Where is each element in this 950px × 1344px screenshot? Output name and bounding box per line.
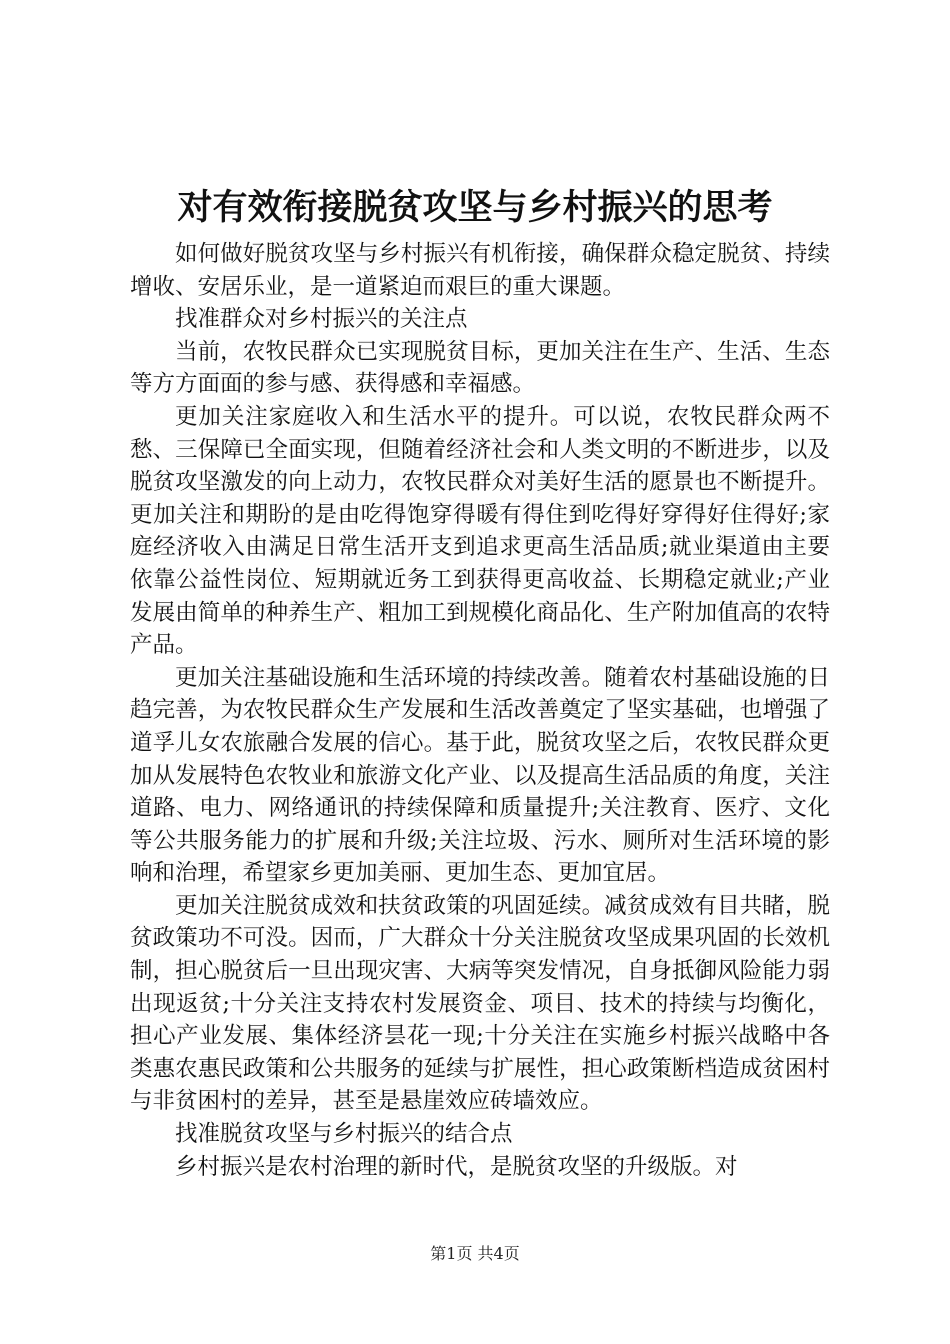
body-paragraph: 乡村振兴是农村治理的新时代，是脱贫攻坚的升级版。对: [175, 1153, 738, 1180]
page-number-footer: 第1页 共4页: [430, 1244, 520, 1263]
document-body: [130, 238, 830, 1183]
body-paragraph: 更加关注基础设施和生活环境的持续改善。随着农村基础设施的日趋完善，为农牧民群众生产发展和生活改善奠定了坚实基础，也增强了道孚儿女农旅融合发展的信心。基于此，脱贫攻坚之后，农牧民群众更加从发展特色农牧业和旅游文化产业、以及提高生活品质的角度，关注道路、电力、网络通讯的持续保障和质量提升;关注教育、医疗、文化等公共服务能力的扩展和升级;关注垃圾、污水、厕所对生活环境的影响和治理，希望家乡更加美丽、更加生态、更加宜居。: [130, 664, 830, 887]
body-paragraph: 更加关注脱贫成效和扶贫政策的巩固延续。减贫成效有目共睹，脱贫政策功不可没。因而，广大群众十分关注脱贫攻坚成果巩固的长效机制，担心脱贫后一旦出现灾害、大病等突发情况，自身抵御风险能力弱出现返贫;十分关注支持农村发展资金、项目、技术的持续与均衡化，担心产业发展、集体经济昙花一现;十分关注在实施乡村振兴战略中各类惠农惠民政策和公共服务的延续与扩展性，担心政策断档造成贫困村与非贫困村的差异，甚至是悬崖效应砖墙效应。: [130, 892, 830, 1115]
document-title: 对有效衔接脱贫攻坚与乡村振兴的思考: [177, 187, 773, 228]
intro-paragraph: 如何做好脱贫攻坚与乡村振兴有机衔接，确保群众稳定脱贫、持续增收、安居乐业，是一道紧迫而艰巨的重大课题。: [130, 241, 830, 300]
body-paragraph: 当前，农牧民群众已实现脱贫目标，更加关注在生产、生活、生态等方方面面的参与感、获得感和幸福感。: [130, 338, 830, 398]
section-heading-concerns: 找准群众对乡村振兴的关注点: [175, 306, 468, 333]
body-paragraph: 更加关注家庭收入和生活水平的提升。可以说，农牧民群众两不愁、三保障已全面实现，但随着经济社会和人类文明的不断进步，以及脱贫攻坚激发的向上动力，农牧民群众对美好生活的愿景也不断提升。更加关注和期盼的是由吃得饱穿得暖有得住到吃得好穿得好住得好;家庭经济收入由满足日常生活开支到追求更高生活品质;就业渠道由主要依靠公益性岗位、短期就近务工到获得更高收益、长期稳定就业;产业发展由简单的种养生产、粗加工到规模化商品化、生产附加值高的农特产品。: [130, 403, 830, 659]
section-heading-integration: 找准脱贫攻坚与乡村振兴的结合点: [175, 1121, 513, 1148]
